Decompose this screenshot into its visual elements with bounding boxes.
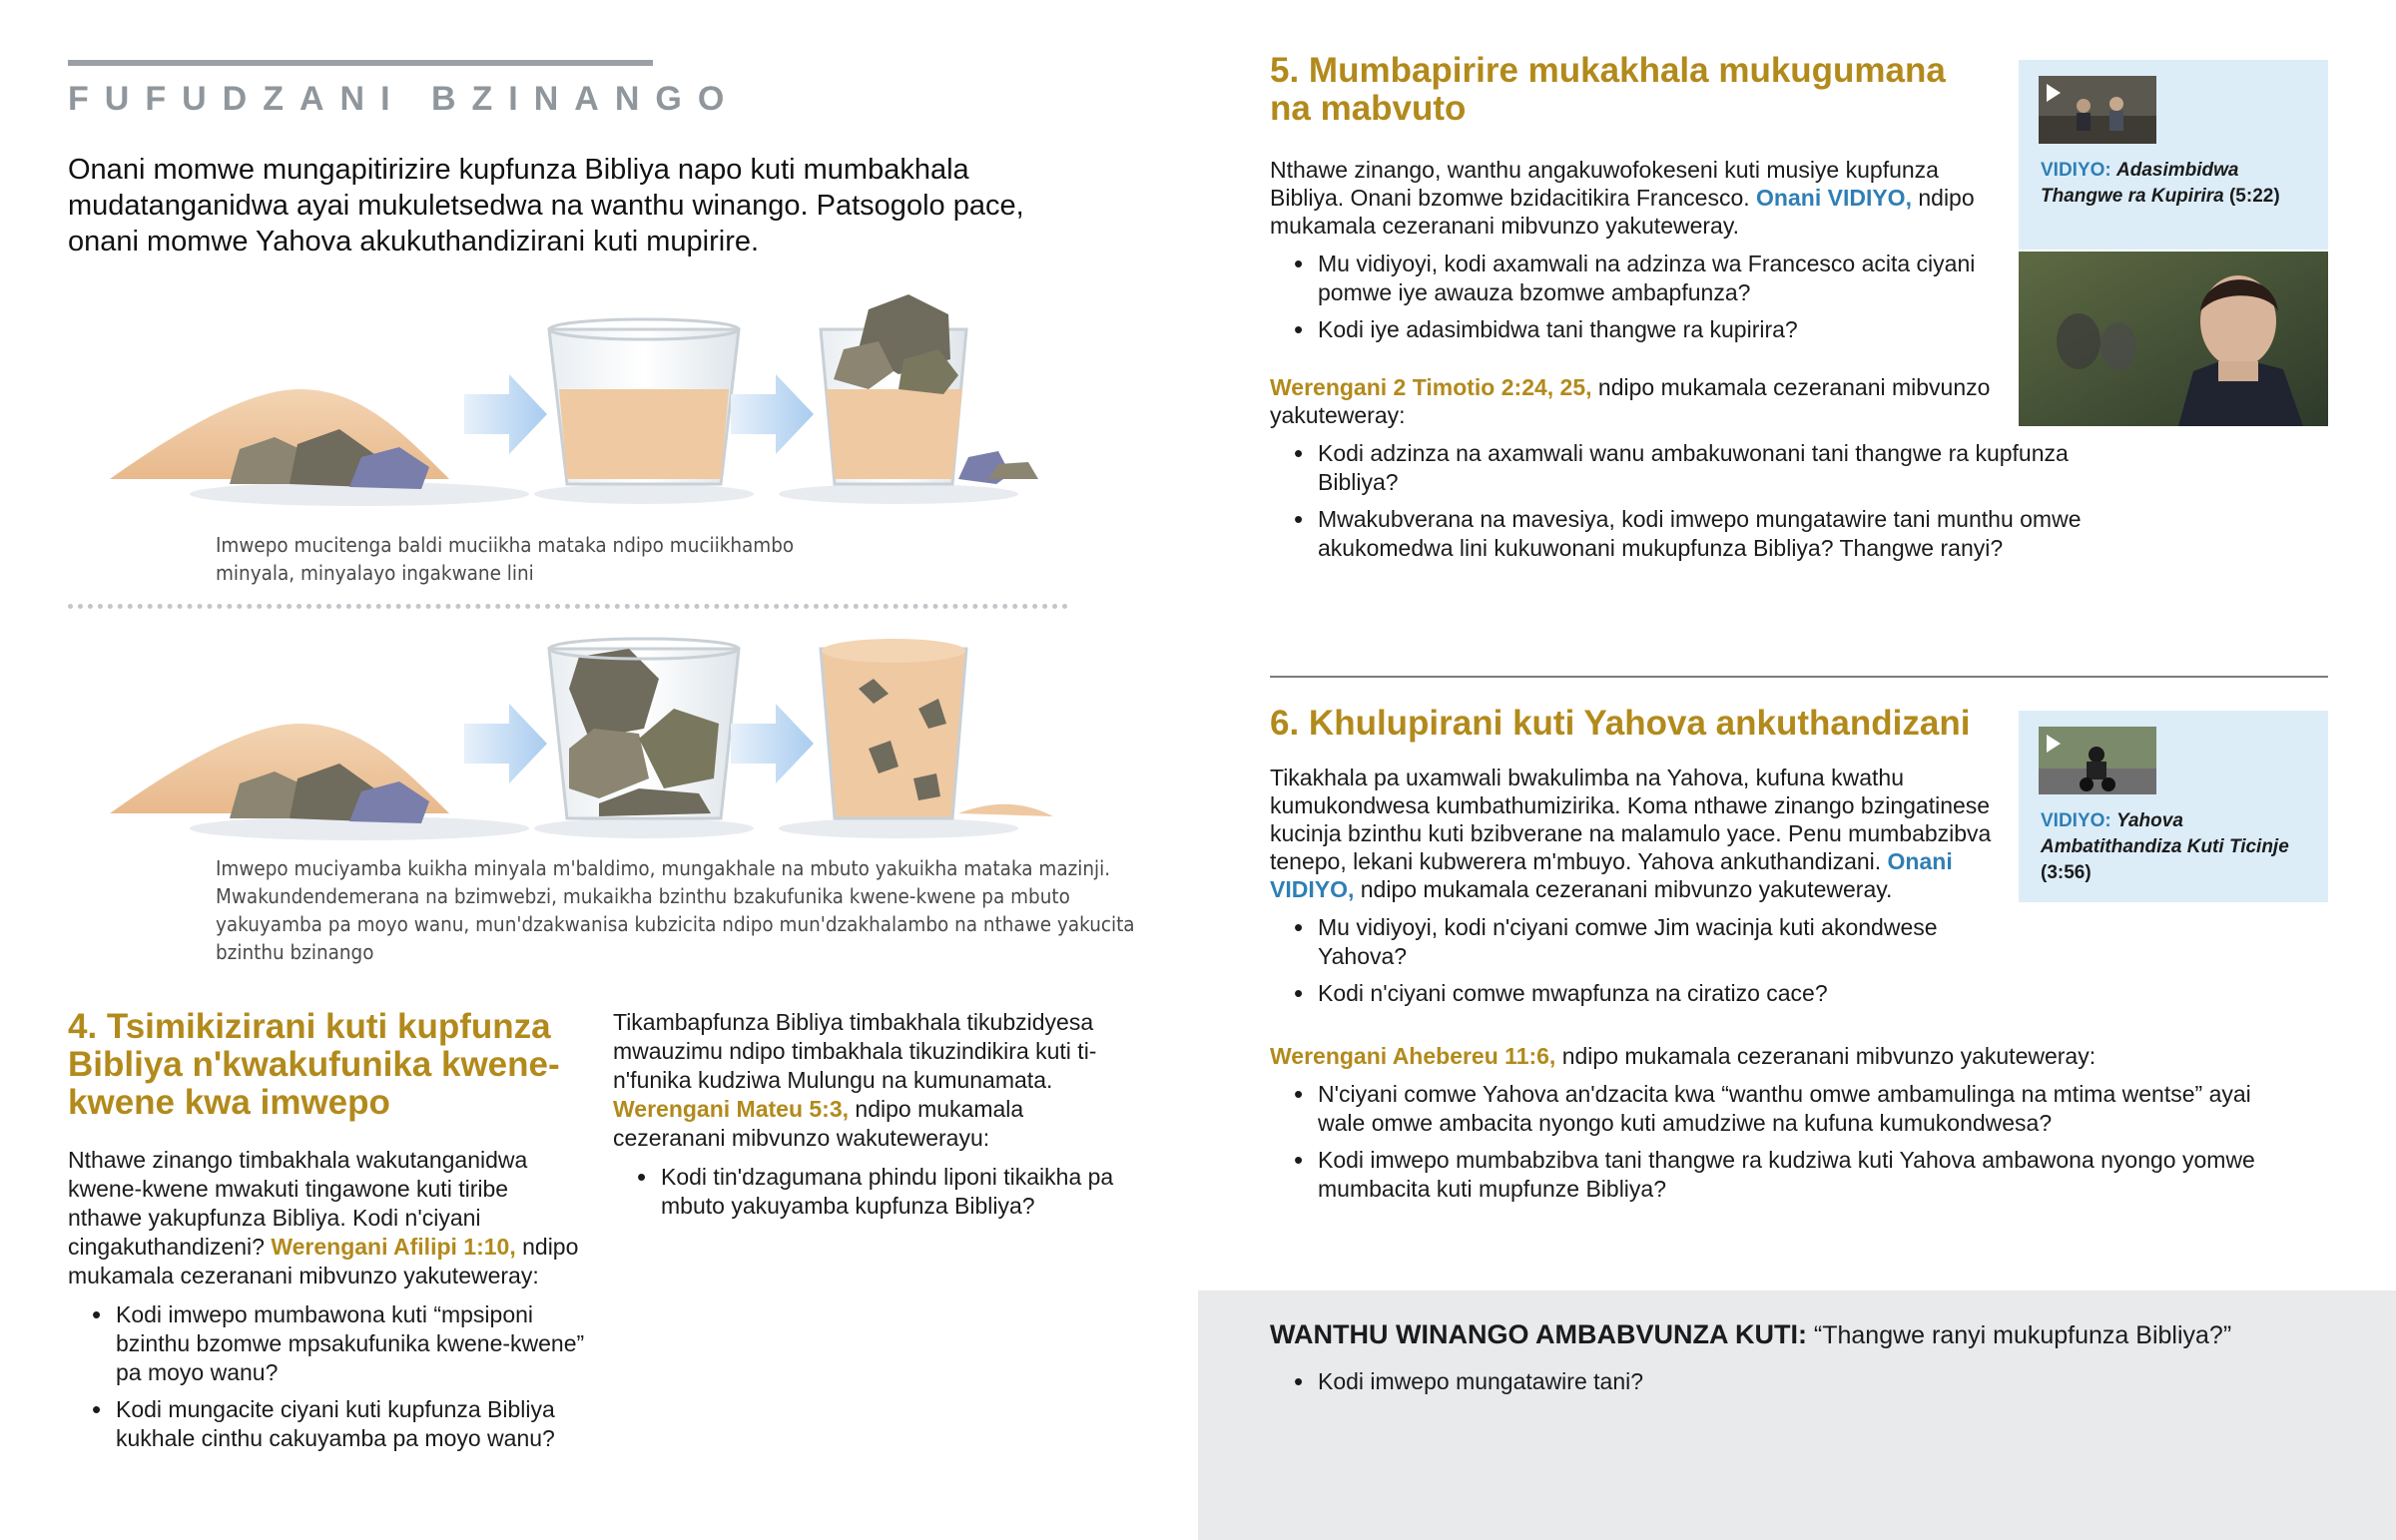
- list-item: • Kodi imwepo mumbabzibva tani thangwe ra kudziwa kuti Yahova ambawona nyongo yomwe mumbacita kuti mupfunze Bibliya?: [1270, 1146, 2268, 1204]
- play-icon[interactable]: [2047, 735, 2061, 753]
- section-6-scripture-link[interactable]: Werengani Ahebereu 11:6,: [1270, 1043, 1556, 1069]
- callout-title: WANTHU WINANGO AMBABVUNZA KUTI:: [1270, 1319, 1807, 1349]
- list-item: • Kodi n'ciyani comwe mwapfunza na ciratizo cace?: [1270, 979, 1999, 1008]
- section-divider: [1270, 676, 2328, 678]
- video-card-2[interactable]: [2019, 711, 2328, 902]
- section-4-body: [68, 1146, 587, 1461]
- illustration-caption-1: Imwepo mucitenga baldi muciikha mataka ndipo muciikhambo minyala, minyalayo ingakwane lini: [216, 533, 795, 585]
- section-4-right-text: Tikambapfunza Bibliya timbakhala tikubzidyesa mwauzimu ndipo timbakhala tikuzindikira kuti ti-n'funika kudziwa Mulungu na kumunamata.: [613, 1009, 1097, 1093]
- section-4-right-questions: [613, 1163, 1132, 1221]
- section-5-after-video: ndipo mukamala cezeranani mibvunzo yakuteweray.: [1270, 185, 1975, 239]
- list-item: • Kodi imwepo mumbawona kuti “mpsiponi bzinthu bzomwe mpsakufunika kwene-kwene” pa moyo wanu?: [68, 1300, 587, 1387]
- list-item: • Mu vidiyoyi, kodi n'ciyani comwe Jim wacinja kuti akondwese Yahova?: [1270, 913, 1999, 971]
- section-4-text: Nthawe zinango timbakhala wakutanganidwa kwene-kwene mwakuti tingawone kuti tiribe nthawe yakupfunza Bibliya. Kodi n'ciyani cingakuthandizeni?: [68, 1147, 528, 1260]
- section-4-right-after: ndipo mukamala cezeranani mibvunzo wakutewerayu:: [613, 1096, 1024, 1151]
- illustration-caption-2: Imwepo muciyamba kuikha minyala m'baldimo, mungakhale na mbuto yakuikha mataka mazinji. Mwakundendemerana na bzimwebzi, mukaikha bzinthu bzakufunika kwene-kwene pa mbuto yakuyamba pa moyo wanu, mun'dzakwanisa kubzicita ndipo mun'dzakhalambo na nthawe yakucita bzinthu bzinango: [216, 856, 1135, 964]
- video-still-photo: [2019, 252, 2328, 426]
- section-4-scripture-link[interactable]: Werengani Afilipi 1:10,: [271, 1234, 516, 1260]
- section-4-heading: 4. Tsimikizirani kuti kupfunza Bibliya n'kwakufunika kwene-kwene kwa imwepo: [68, 1007, 560, 1122]
- list-item: • Kodi adzinza na axamwali wanu ambakuwonani tani thangwe ra kupfunza Bibliya?: [1270, 439, 2098, 497]
- video-label: VIDIYO:: [2041, 160, 2111, 181]
- section-6-after-video: ndipo mukamala cezeranani mibvunzo yakuteweray.: [1360, 876, 1893, 902]
- list-item: • Mu vidiyoyi, kodi axamwali na adzinza wa Francesco acita ciyani pomwe iye awauza bzomwe ambapfunza?: [1270, 250, 1999, 307]
- section-4-questions: [68, 1300, 587, 1453]
- list-item: • Kodi iye adasimbidwa tani thangwe ra kupirira?: [1270, 315, 1999, 344]
- video-label: VIDIYO:: [2041, 810, 2111, 831]
- section-4-right-column: [613, 1008, 1132, 1229]
- section-6-questions-2: [1270, 1080, 2268, 1204]
- section-5-scripture-block: [1270, 373, 2098, 571]
- section-5-text: Nthawe zinango, wanthu angakuwofokeseni kuti musiye kupfunza Bibliya. Onani bzomwe bzidacitikira Francesco.: [1270, 157, 1939, 211]
- section-4-right-scripture-link[interactable]: Werengani Mateu 5:3,: [613, 1096, 850, 1122]
- section-6-after-scripture: ndipo mukamala cezeranani mibvunzo yakuteweray:: [1561, 1043, 2096, 1069]
- section-6-heading: 6. Khulupirani kuti Yahova ankuthandizani: [1270, 704, 1971, 743]
- list-item: • N'ciyani comwe Yahova an'dzacita kwa “wanthu omwe ambamulinga na mtima wentse” ayai wale omwe ambacita nyongo kuti amudziwe na kufuna kumukondwesa?: [1270, 1080, 2268, 1138]
- section-6-scripture-block: [1270, 1042, 2268, 1212]
- section-5-questions: [1270, 250, 1999, 344]
- dotted-divider: [68, 604, 1068, 609]
- section-6-body: [1270, 764, 1999, 1016]
- video-title: Yahova Ambatithandiza Kuti Ticinje: [2041, 810, 2289, 857]
- section-4-after-scripture: ndipo mukamala cezeranani mibvunzo yakuteweray:: [68, 1234, 579, 1288]
- video-thumbnail[interactable]: [2039, 76, 2156, 144]
- video-thumbnail[interactable]: [2039, 727, 2156, 794]
- top-rule: [68, 60, 653, 66]
- callout-title-line: [1270, 1317, 2368, 1352]
- callout-list: [1270, 1367, 2168, 1404]
- video-title: Adasimbidwa Thangwe ra Kupirira: [2041, 160, 2239, 207]
- list-item: • Kodi imwepo mungatawire tani?: [1270, 1367, 2168, 1396]
- video-card-1-text: [2041, 158, 2310, 210]
- section-6-questions: [1270, 913, 1999, 1008]
- list-item: • Mwakubverana na mavesiya, kodi imwepo mungatawire tani munthu omwe akukomedwa lini kukuwonani mukupfunza Bibliya? Thangwe ranyi?: [1270, 505, 2098, 563]
- video-card-2-text: [2041, 808, 2310, 886]
- callout-question: “Thangwe ranyi mukupfunza Bibliya?”: [1813, 1321, 2232, 1349]
- section-5-body: [1270, 156, 1999, 352]
- list-item: • Kodi tin'dzagumana phindu liponi tikaikha pa mbuto yakuyamba kupfunza Bibliya?: [613, 1163, 1132, 1221]
- illustration-sand-first: [100, 279, 1078, 519]
- section-6-video-link[interactable]: Onani VIDIYO,: [1270, 848, 1953, 902]
- illustration-rocks-first: [100, 629, 1078, 853]
- video-duration: (5:22): [2228, 186, 2280, 207]
- section-6-text: Tikakhala pa uxamwali bwakulimba na Yahova, kufuna kwathu kumukondwesa kumbathumizirika. Koma nthawe zinango bzingatinese kucinja bzinthu kuti bzibverane na malamulo yace. Penu mumbabzibva tenepo, lekani kubwerera m'mbuyo. Yahova ankuthandizani.: [1270, 765, 1992, 874]
- intro-paragraph: Onani momwe mungapitirizire kupfunza Bibliya napo kuti mumbakhala mudatanganidwa ayai mukuletsedwa na wanthu winango. Patsogolo pace, onani momwe Yahova akukuthandizirani kuti mupirire.: [68, 154, 1024, 257]
- section-5-after-scripture: ndipo mukamala cezeranani mibvunzo yakuteweray:: [1270, 374, 1991, 428]
- video-duration: (3:56): [2041, 862, 2092, 883]
- video-card-1[interactable]: [2019, 60, 2328, 250]
- play-icon[interactable]: [2047, 84, 2061, 102]
- section-title: FUFUDZANI BZINANGO: [68, 80, 741, 118]
- list-item: • Kodi mungacite ciyani kuti kupfunza Bibliya kukhale cinthu cakuyamba pa moyo wanu?: [68, 1395, 587, 1453]
- section-5-scripture-link[interactable]: Werengani 2 Timotio 2:24, 25,: [1270, 374, 1592, 400]
- section-5-questions-2: [1270, 439, 2098, 563]
- section-5-video-link[interactable]: Onani VIDIYO,: [1756, 185, 1912, 211]
- section-5-heading: 5. Mumbapirire mukakhala mukugumana na mabvuto: [1270, 51, 1946, 128]
